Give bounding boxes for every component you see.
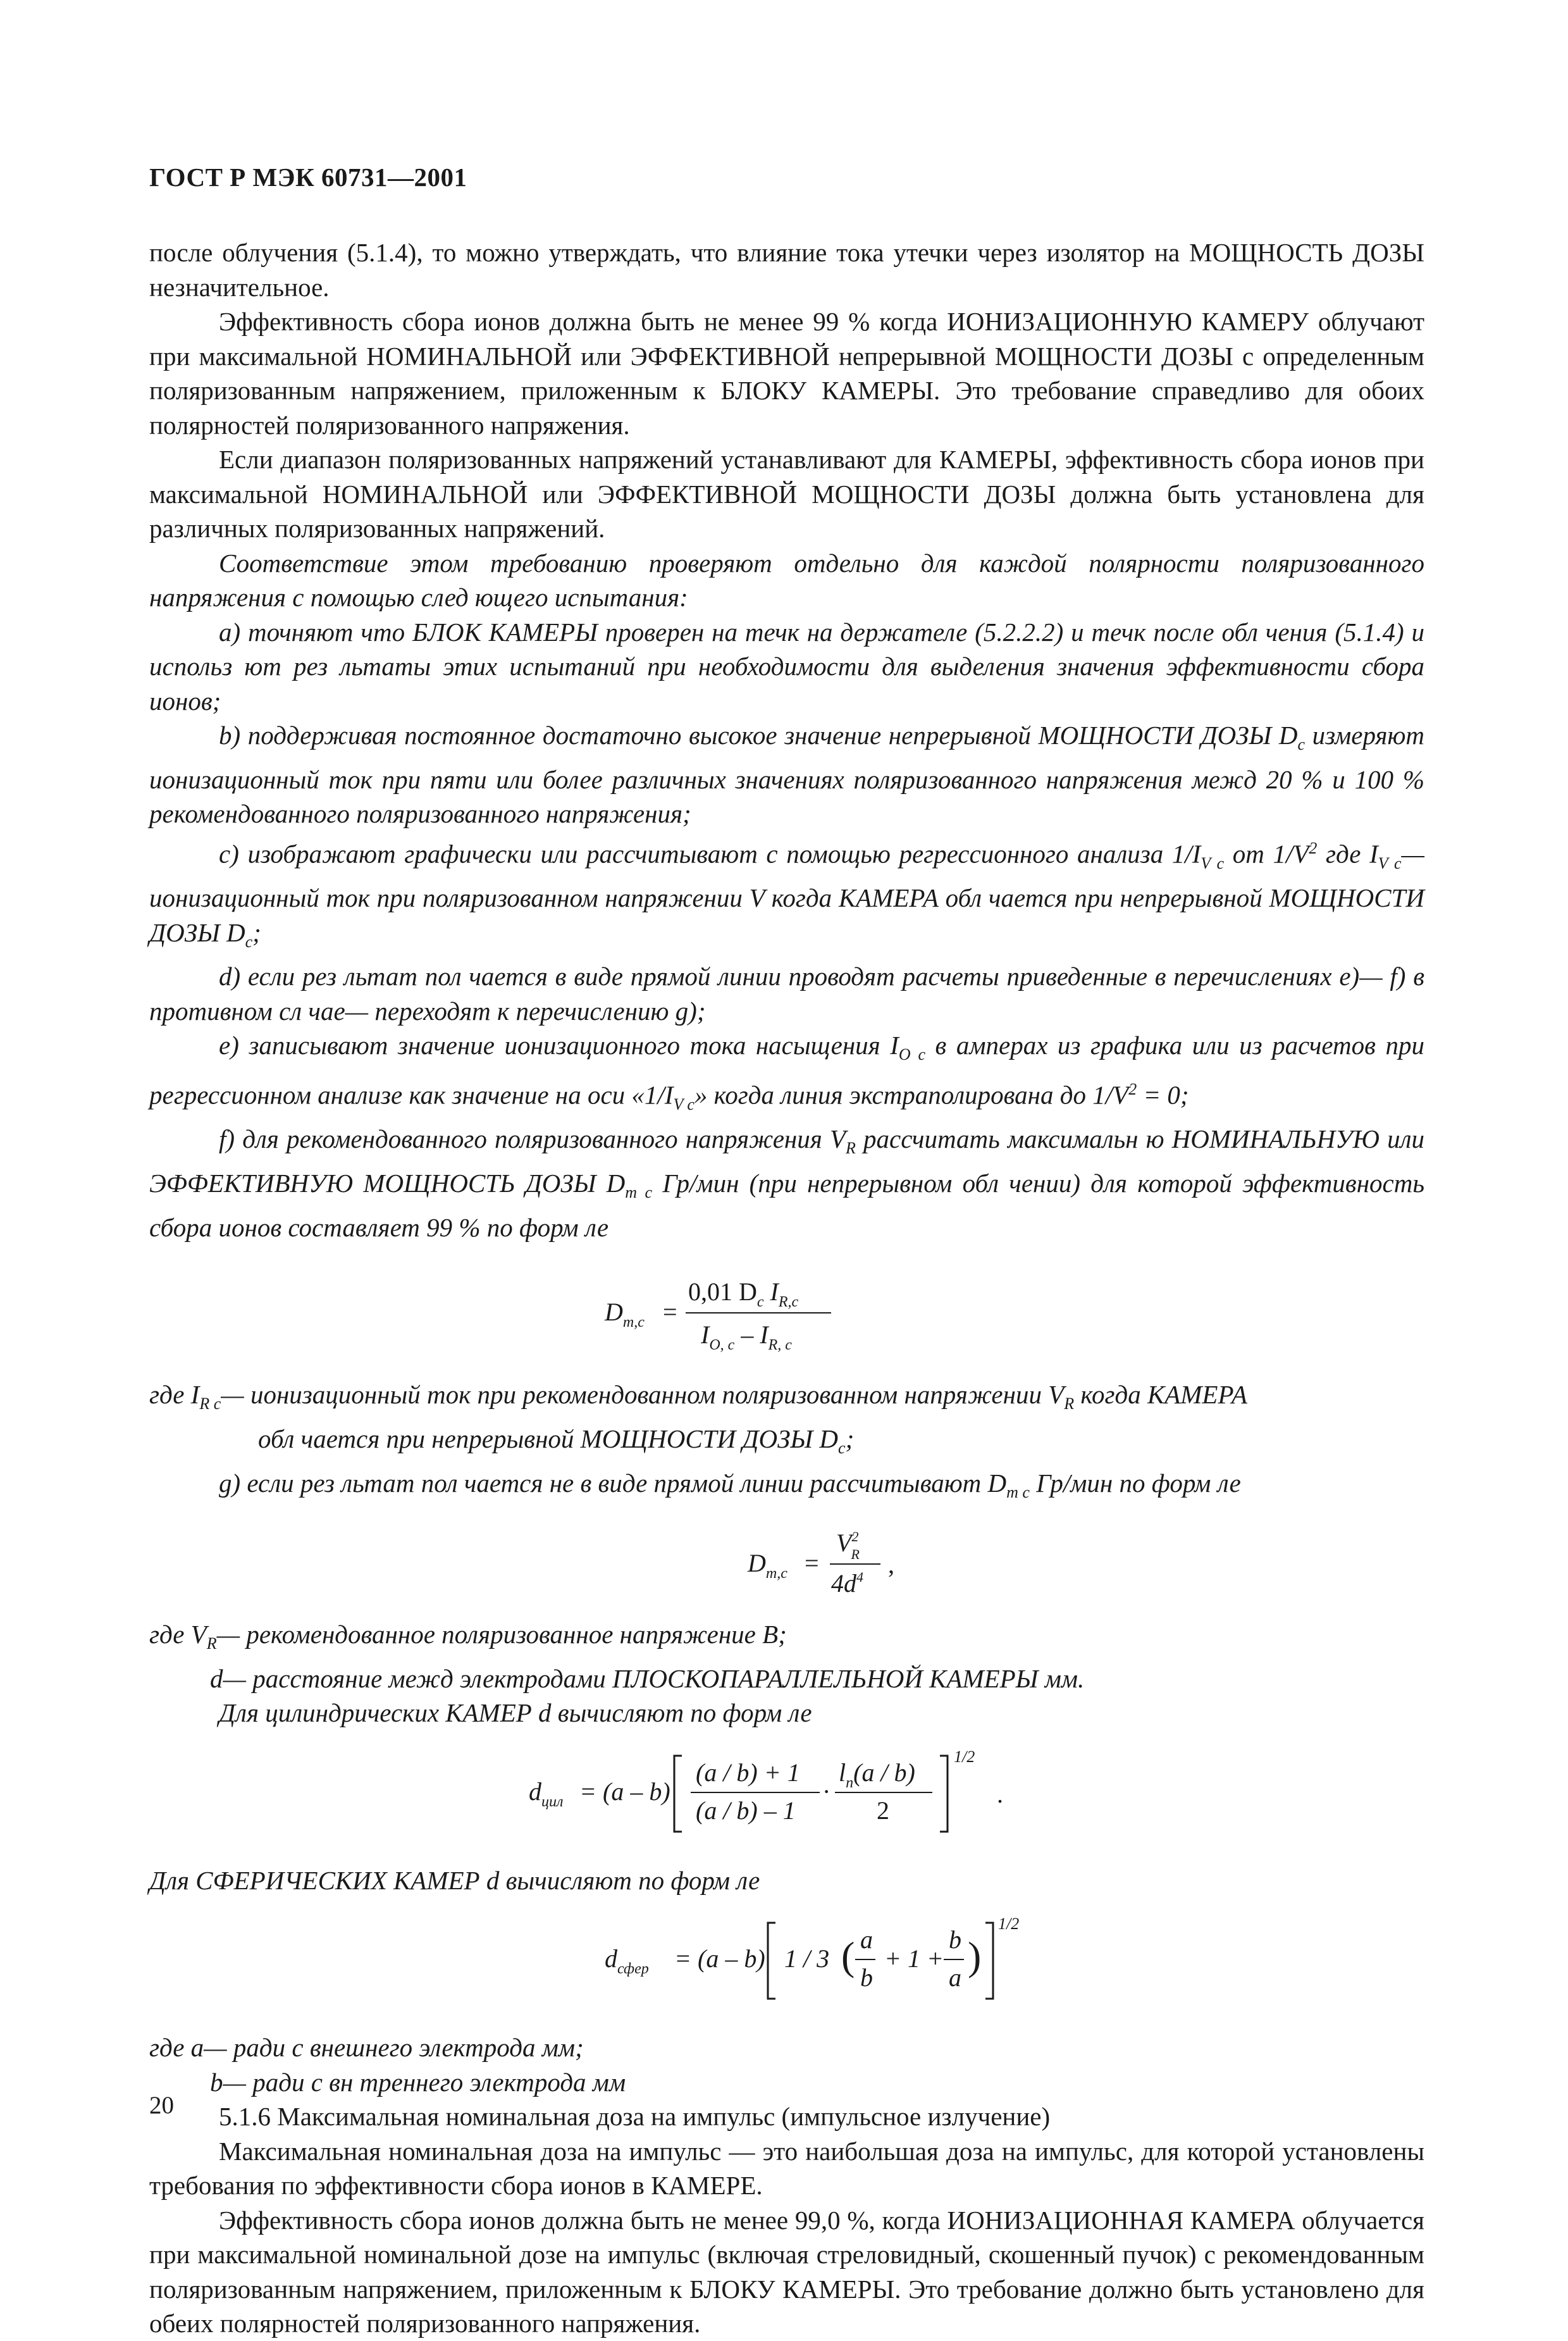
section-heading: 5.1.6 Максимальная номинальная доза на импульс (импульсное излучение): [219, 2102, 1051, 2132]
formula-legend: d— расстояние межд электродами ПЛОСКОПАРАЛЛЕЛЬНОЙ КАМЕРЫ мм.: [210, 1663, 1085, 1693]
svg-text:a: a: [860, 1925, 873, 1954]
paragraph: после облучения (5.1.4), то можно утверждать, что влияние тока утечки через изолятор на МОЩНОСТЬ ДОЗЫ незначительное.: [149, 238, 1424, 302]
svg-text:(a / b) – 1: (a / b) – 1: [696, 1796, 796, 1825]
svg-text:b: b: [949, 1925, 961, 1954]
svg-text:V2R: $V^2$ R: [836, 1529, 860, 1563]
formula-legend: где $I_{R c}—$ ионизационный ток при рекомендованном поляризованном напряжении $V_R$ когда КАМЕРА: [149, 1380, 1247, 1413]
svg-text:1/2: 1/2: [998, 1915, 1020, 1934]
svg-text:(a / b) + 1: (a / b) + 1: [696, 1758, 800, 1787]
formula-dose-rate-linear: [149, 1251, 1424, 1371]
svg-text:1 / 3: 1 / 3: [784, 1944, 830, 1973]
paragraph: Эффективность сбора ионов должна быть не менее 99 % когда ИОНИЗАЦИОННУЮ КАМЕРУ облучают при максимальной НОМИНАЛЬНОЙ или ЭФФЕКТИВНОЙ непрерывной МОЩНОСТИ ДОЗЫ с определенным поляризованным напряжением, приложенным к БЛОКУ КАМЕРЫ. Это требование справедливо для обоих полярностей поляризованного напряжения.: [149, 307, 1424, 440]
svg-text:dцил: $d_{цил}$: [529, 1777, 564, 1810]
formula-legend: где a— ради с внешнего электрода мм;: [149, 2033, 584, 2063]
svg-text:,: ,: [888, 1550, 894, 1579]
formula-spherical-distance: [149, 1904, 1424, 2024]
svg-text:Dm,c: $D_{m,c}$: [748, 1549, 787, 1582]
formula-legend: b— ради с вн треннего электрода мм: [210, 2067, 626, 2097]
svg-text:2: 2: [877, 1796, 889, 1825]
list-item-e: е) записывают значение ионизационного тока насыщения $I_{O c}$ в амперах из графика или из расчетов при регрессионном анализе как значение на оси «$1/I_{V c}$» когда линия экстраполирована до $1/V^2 = 0$;: [149, 1031, 1424, 1114]
formula-cylindrical-distance: [149, 1737, 1424, 1857]
list-item-d: d) если рез льтат пол чается в виде прямой линии проводят расчеты приведенные в перечислениях е)— f) в противном сл чае— переходят к перечислению g);: [149, 962, 1424, 1026]
formula-legend: где $V_R—$ рекомендованное поляризованное напряжение В;: [149, 1620, 787, 1653]
svg-text:·: ·: [822, 1777, 831, 1806]
svg-text:0,01 Dc IR,c: 0,01 $D_c$ $I_{R,c}$: [688, 1277, 799, 1311]
svg-text:= (a – b): = (a – b): [674, 1944, 765, 1973]
svg-text:.: .: [997, 1779, 1003, 1808]
paragraph: Если диапазон поляризованных напряжений устанавливают для КАМЕРЫ, эффективность сбора ионов при максимальной НОМИНАЛЬНОЙ или ЭФФЕКТИВНОЙ МОЩНОСТИ ДОЗЫ должна быть установлена для различных поляризованных напряжений.: [149, 445, 1424, 543]
svg-text:1/2: 1/2: [954, 1747, 975, 1766]
paragraph: Максимальная номинальная доза на импульс — это наибольшая доза на импульс, для которой установлены требования по эффективности сбора ионов в КАМЕРЕ.: [149, 2136, 1424, 2201]
list-item-c: с) изображают графически или рассчитывают с помощью регрессионного анализа $1/I_{V c}$ от $1/V^2$ где $I_{V c}—$ ионизационный ток при поляризованном напряжении V когда КАМЕРА обл чается при непрерывной МОЩНОСТИ ДОЗЫ $D_c$;: [149, 838, 1425, 951]
svg-text:b: b: [860, 1963, 873, 1992]
paragraph: Для цилиндрических КАМЕР d вычисляют по форм ле: [219, 1698, 812, 1728]
formula-dose-rate-nonlinear: [149, 1516, 1424, 1611]
svg-text:=: =: [805, 1549, 819, 1578]
svg-text:IO, c – IR, c: $I_{O, c} - I_{R, c}$: [701, 1320, 792, 1354]
list-item-a: а) точняют что БЛОК КАМЕРЫ проверен на течк на держателе (5.2.2.2) и течк после обл чения (5.1.4) и использ ют рез льтаты этих испытаний при необходимости для выделения значения эффективности сбора ионов;: [149, 617, 1424, 716]
svg-text:=: =: [663, 1298, 677, 1327]
paragraph: Соответствие этом требованию проверяют отдельно для каждой полярности поляризованного напряжения с помощью след ющего испытания:: [149, 548, 1424, 612]
list-item-g: g) если рез льтат пол чается не в виде прямой линии рассчитывают $D_{m c}$ Гр/мин по форм ле: [219, 1468, 1241, 1501]
formula-legend: обл чается при непрерывной МОЩНОСТИ ДОЗЫ $D_c$;: [258, 1424, 855, 1457]
list-item-f: f) для рекомендованного поляризованного напряжения $V_R$ рассчитать максимальн ю НОМИНАЛЬНУЮ или ЭФФЕКТИВНУЮ МОЩНОСТЬ ДОЗЫ $D_{m c}$ Гр/мин (при непрерывном обл чении) для которой эффективность сбора ионов составляет 99 % по форм ле: [149, 1124, 1424, 1242]
svg-text:a: a: [949, 1963, 961, 1992]
paragraph: Для СФЕРИЧЕСКИХ КАМЕР d вычисляют по форм ле: [149, 1865, 760, 1895]
list-item-b: b) поддерживая постоянное достаточно высокое значение непрерывной МОЩНОСТИ ДОЗЫ $D_c$ измеряют ионизационный ток при пяти или более различных значениях поляризованного напряжения межд 20 % и 100 % рекомендованного поляризованного напряжения;: [149, 721, 1424, 829]
svg-text:+ 1 +: + 1 +: [884, 1944, 944, 1973]
document-body: [149, 235, 1424, 2341]
svg-text:4d4: $4d^4$: [831, 1569, 863, 1598]
page-number: 20: [149, 2092, 174, 2119]
svg-text:ln(a / b): $l_n(a / b)$: [839, 1758, 915, 1791]
svg-text:(: (: [841, 1934, 855, 1979]
document-header: ГОСТ Р МЭК 60731—2001: [149, 163, 467, 192]
svg-text:dсфер: $d_{сфер}$: [605, 1944, 649, 1978]
paragraph: Эффективность сбора ионов должна быть не менее 99,0 %, когда ИОНИЗАЦИОННАЯ КАМЕРА облучается при максимальной номинальной дозе на импульс (включая стреловидный, скошенный пучок) с рекомендованным поляризованным напряжением, приложенным к БЛОКУ КАМЕРЫ. Это требование должно быть установлено для обеих полярностей поляризованного напряжения.: [149, 2205, 1424, 2338]
svg-text:): ): [968, 1934, 982, 1979]
svg-text:Dm,c: $D_{m,c}$: [605, 1298, 645, 1331]
svg-text:= (a – b): = (a – b): [579, 1777, 670, 1806]
